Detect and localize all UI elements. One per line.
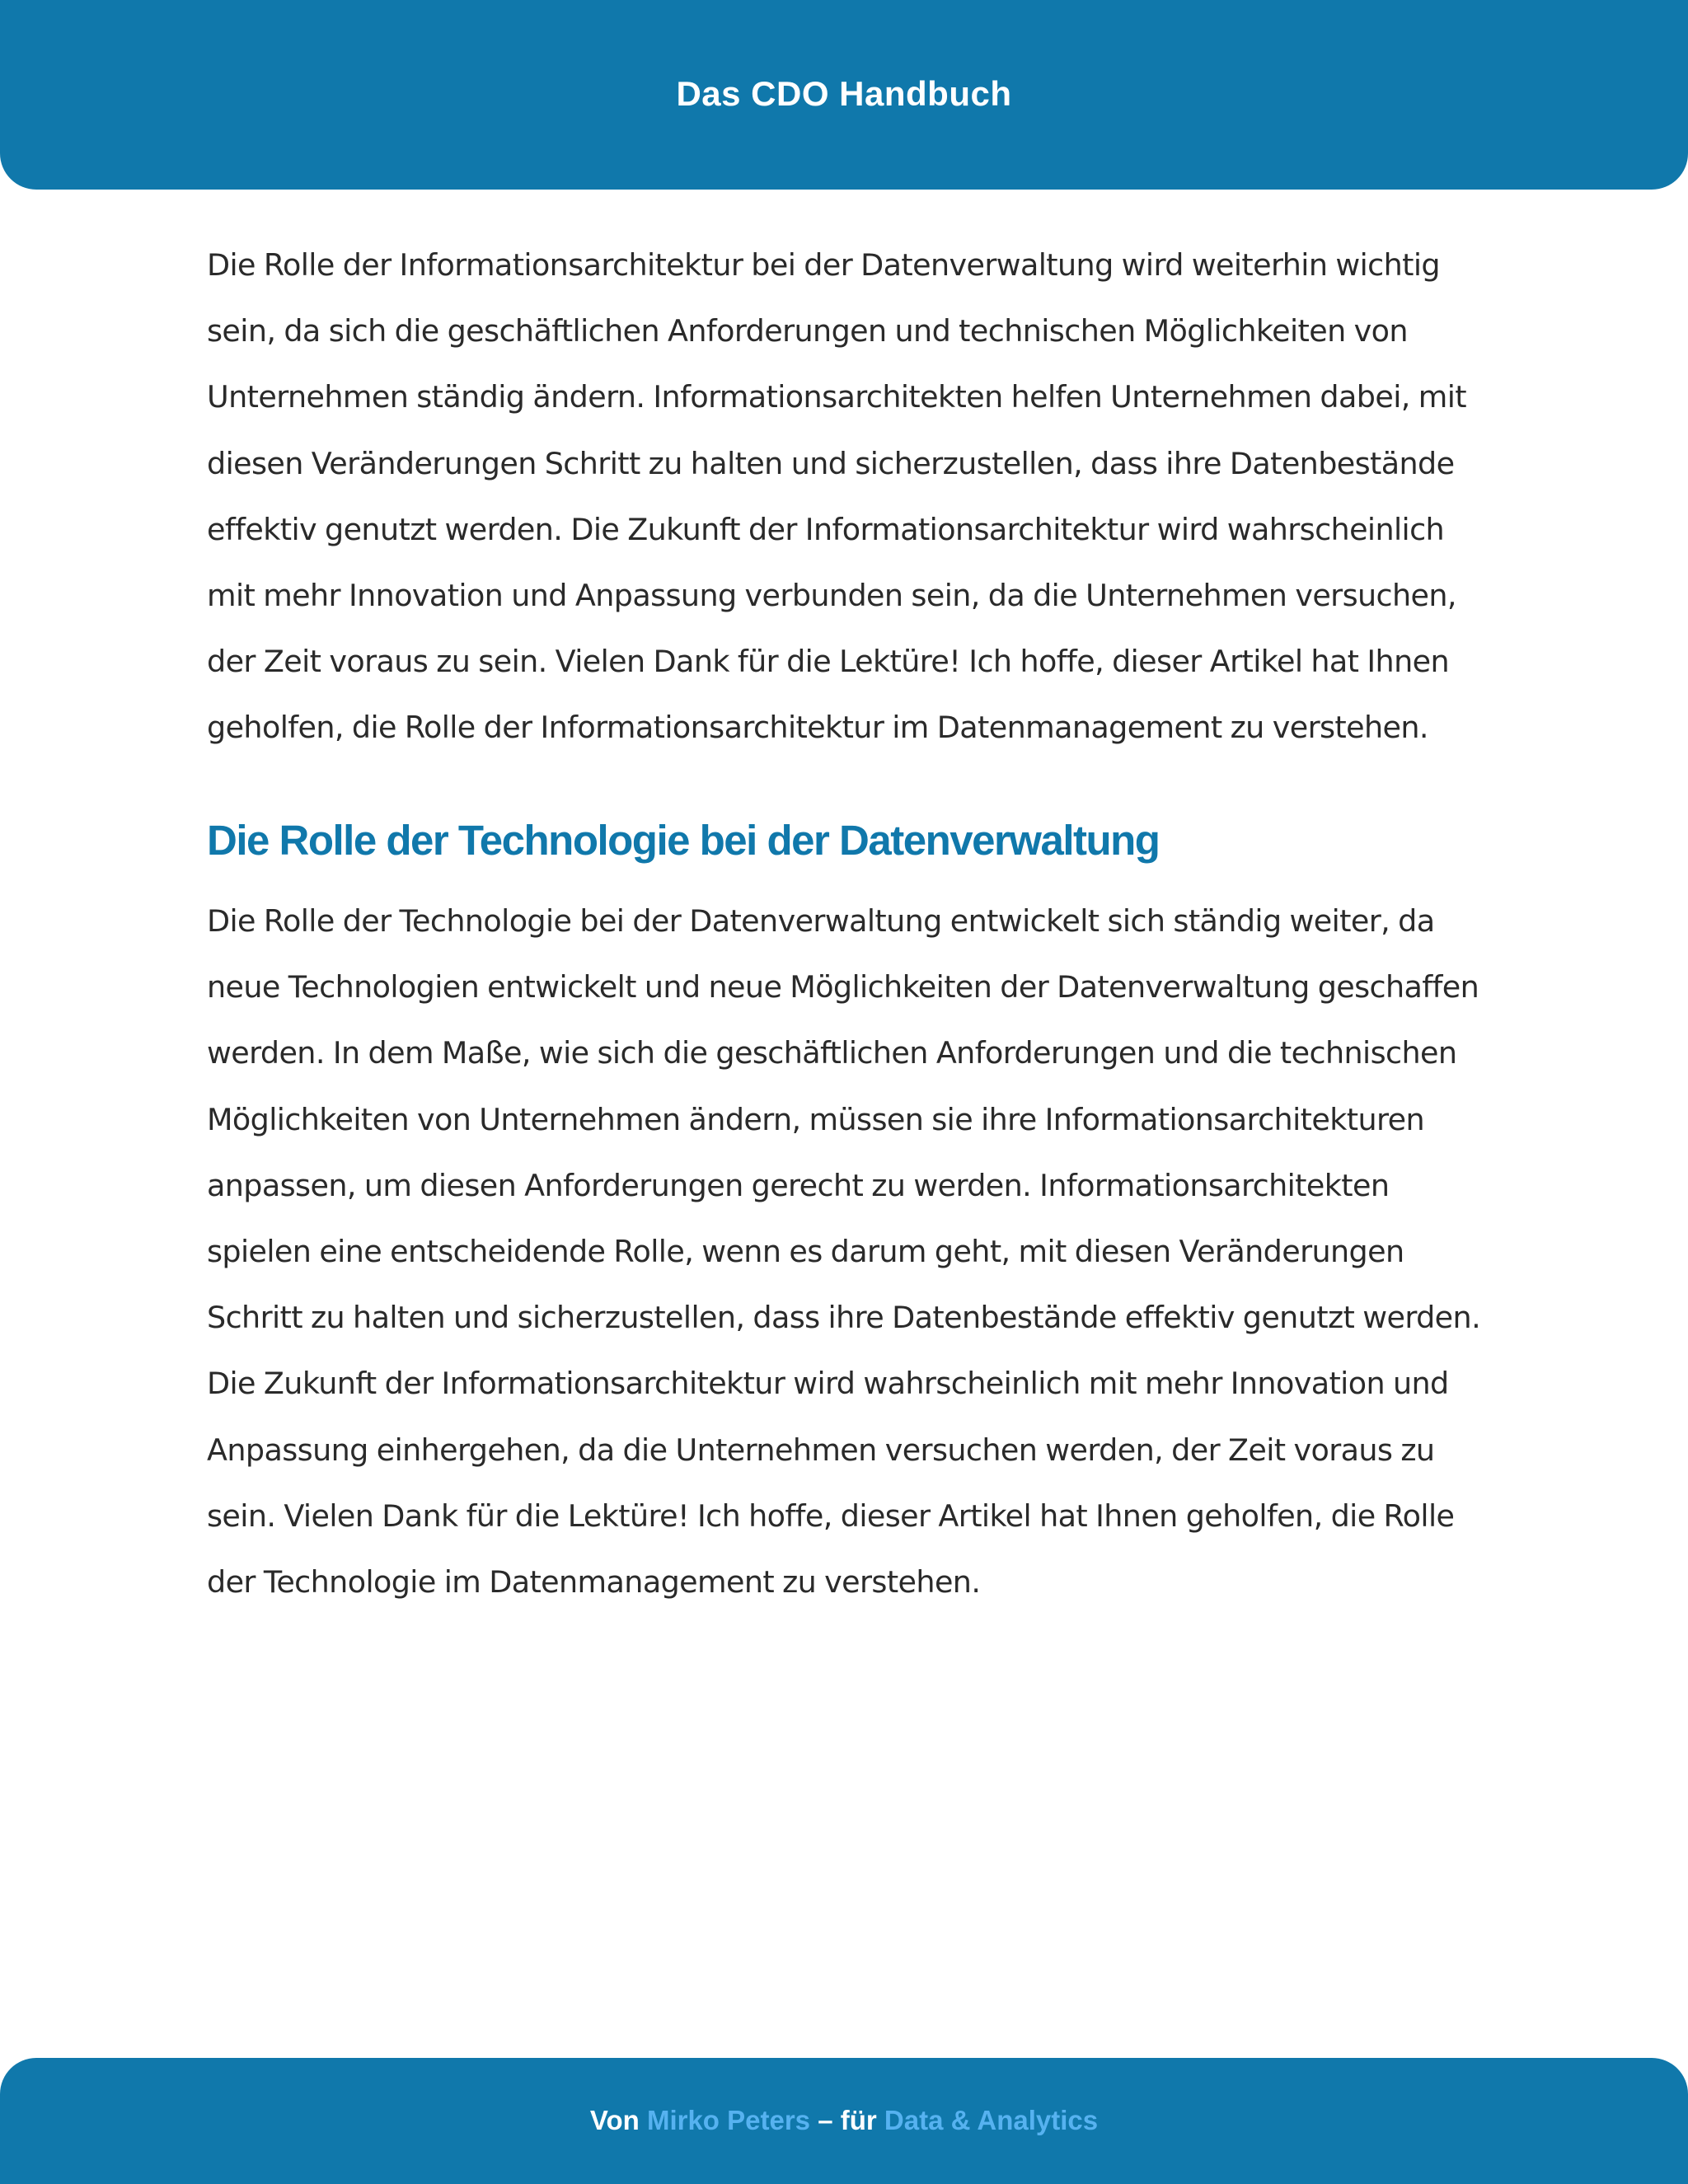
footer-prefix: Von xyxy=(589,2105,640,2135)
body-paragraph-2: Die Rolle der Technologie bei der Datenverwaltung entwickelt sich ständig weiter, da neue Technologien entwickelt und neue Möglichkeiten der Datenverwaltung geschaffen werden. In dem Maße, wie sich die geschäftlichen Anforderungen und die technischen Möglichkeiten von Unternehmen ändern, müssen sie ihre Informationsarchitekturen anpassen, um diesen Anforderungen gerecht zu werden. Informationsarchitekten spielen eine entscheidende Rolle, wenn es darum geht, mit diesen Veränderungen Schritt zu halten und sicherzustellen, dass ihre Datenbestände effektiv genutzt werden. Die Zukunft der Informationsarchitektur wird wahrscheinlich mit mehr Innovation und Anpassung einhergehen, da die Unternehmen versuchen werden, der Zeit voraus zu sein. Vielen Dank für die Lektüre! Ich hoffe, dieser Artikel hat Ihnen geholfen, die Rolle der Technologie im Datenmanagement zu verstehen. xyxy=(207,903,1481,1601)
footer-author-link[interactable]: Mirko Peters xyxy=(646,2105,811,2135)
page-footer xyxy=(0,2058,1688,2184)
footer-organization-link[interactable]: Data & Analytics xyxy=(884,2105,1099,2135)
header-title: Das CDO Handbuch xyxy=(676,74,1012,113)
footer-separator: – für xyxy=(818,2105,877,2135)
page-header xyxy=(0,0,1688,190)
footer-credit xyxy=(0,2097,1688,2144)
section-heading: Die Rolle der Technologie bei der Datenverwaltung xyxy=(207,817,1160,864)
body-paragraph-1: Die Rolle der Informationsarchitektur bei der Datenverwaltung wird weiterhin wichtig sein, da sich die geschäftlichen Anforderungen und technischen Möglichkeiten von Unternehmen ständig ändern. Informationsarchitekten helfen Unternehmen dabei, mit diesen Veränderungen Schritt zu halten und sicherzustellen, dass ihre Datenbestände effektiv genutzt werden. Die Zukunft der Informationsarchitektur wird wahrscheinlich mit mehr Innovation und Anpassung verbunden sein, da die Unternehmen versuchen, der Zeit voraus zu sein. Vielen Dank für die Lektüre! Ich hoffe, dieser Artikel hat Ihnen geholfen, die Rolle der Informationsarchitektur im Datenmanagement zu verstehen. xyxy=(207,247,1466,746)
